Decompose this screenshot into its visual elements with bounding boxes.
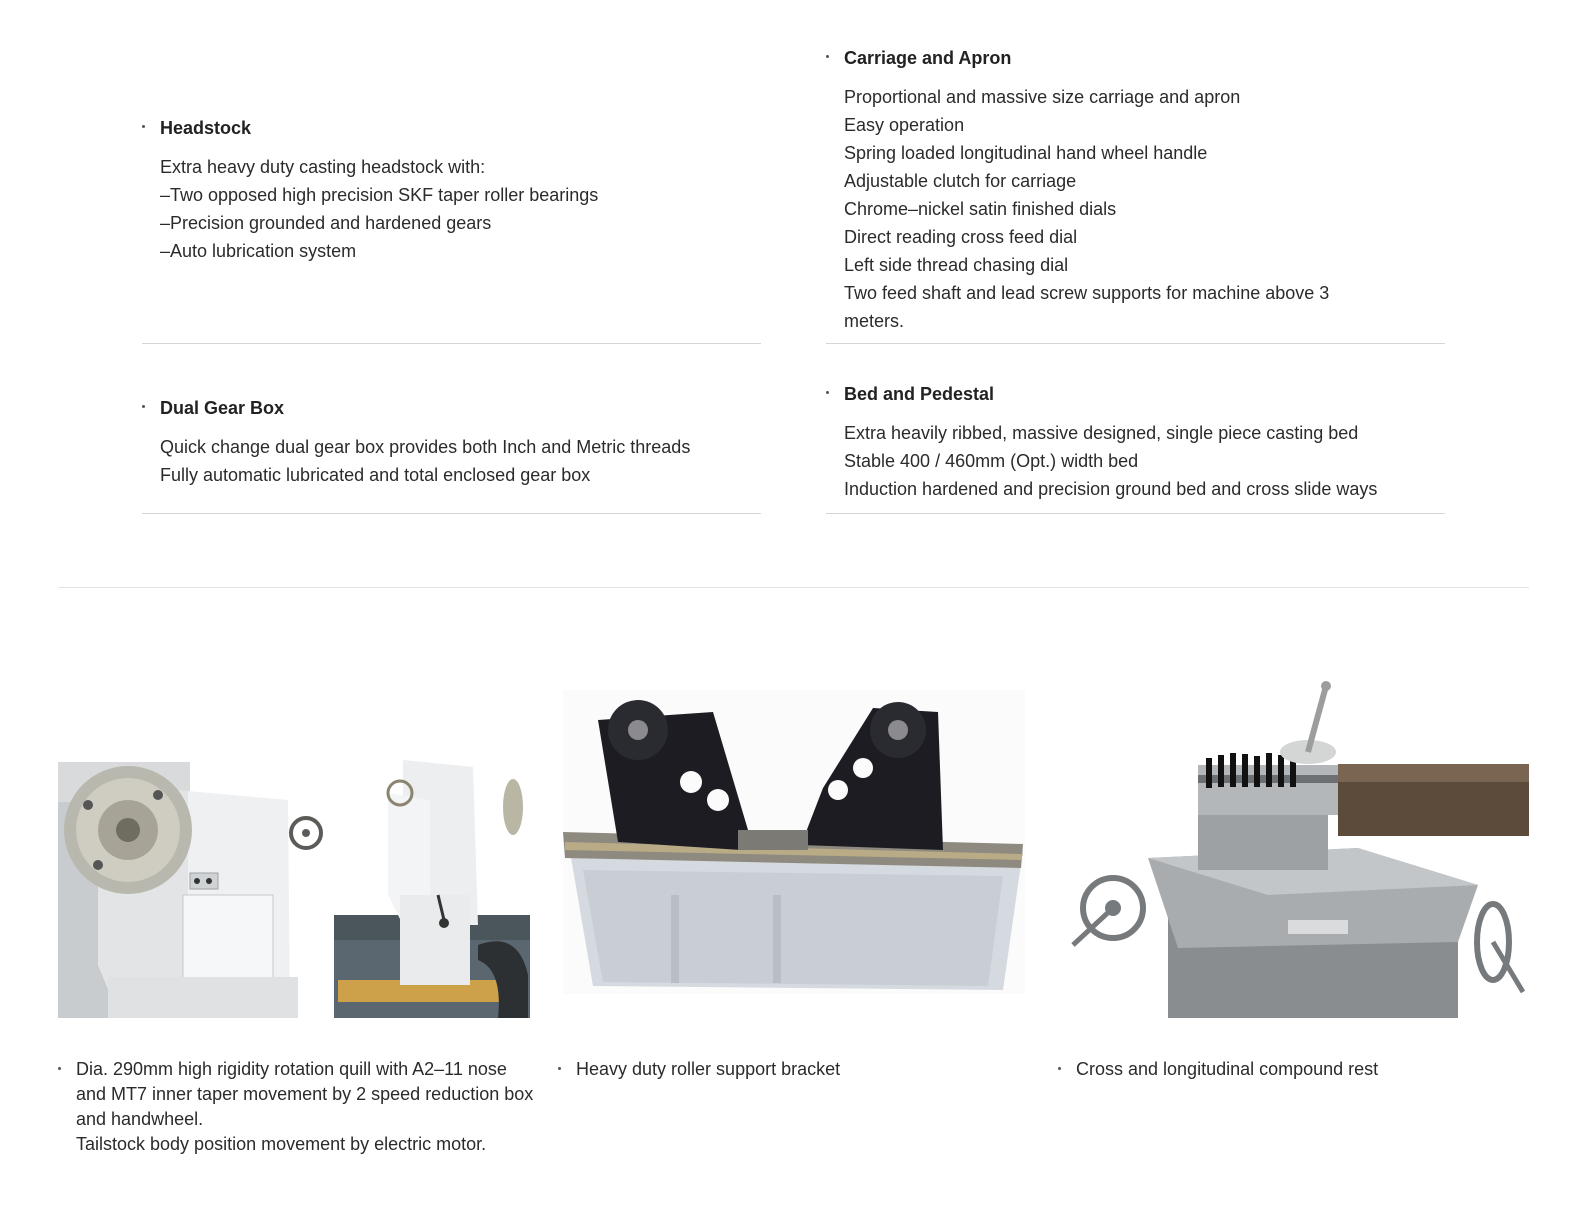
bullet-icon xyxy=(142,405,145,408)
spec-line: Direct reading cross feed dial xyxy=(844,227,1078,247)
spec-line: Proportional and massive size carriage and apron xyxy=(844,87,1241,107)
section-title-carriage: Carriage and Apron xyxy=(844,48,1012,68)
spec-line: Extra heavily ribbed, massive designed, single piece casting bed xyxy=(844,423,1359,443)
spec-line: Stable 400 / 460mm (Opt.) width bed xyxy=(844,451,1139,471)
spec-line: Left side thread chasing dial xyxy=(844,255,1069,275)
section-carriage-apron xyxy=(826,46,1456,335)
spec-line: Chrome–nickel satin finished dials xyxy=(844,199,1117,219)
caption-line: Heavy duty roller support bracket xyxy=(576,1059,841,1079)
section-dual-gear-box xyxy=(142,396,772,489)
divider xyxy=(142,513,761,514)
divider xyxy=(826,513,1445,514)
spec-line: Fully automatic lubricated and total enclosed gear box xyxy=(160,465,591,485)
bullet-icon xyxy=(142,125,145,128)
spec-line: Easy operation xyxy=(844,115,965,135)
section-headstock xyxy=(142,116,772,265)
spec-line: –Precision grounded and hardened gears xyxy=(160,213,492,233)
divider xyxy=(826,343,1445,344)
bullet-icon xyxy=(826,55,829,58)
caption-bracket xyxy=(558,1057,1038,1082)
spec-line: Adjustable clutch for carriage xyxy=(844,171,1077,191)
spec-line: –Auto lubrication system xyxy=(160,241,357,261)
spec-line: Quick change dual gear box provides both Inch and Metric threads xyxy=(160,437,691,457)
caption-line: Cross and longitudinal compound rest xyxy=(1076,1059,1379,1079)
caption-line: Tailstock body position movement by electric motor. xyxy=(76,1134,487,1154)
section-title-headstock: Headstock xyxy=(160,118,252,138)
section-title-gearbox: Dual Gear Box xyxy=(160,398,285,418)
spec-line: Extra heavy duty casting headstock with: xyxy=(160,157,486,177)
caption-tailstock xyxy=(58,1057,538,1157)
spec-line: Spring loaded longitudinal hand wheel handle xyxy=(844,143,1208,163)
bullet-icon xyxy=(1058,1067,1061,1070)
bullet-icon xyxy=(58,1067,61,1070)
divider xyxy=(142,343,761,344)
spec-line: –Two opposed high precision SKF taper roller bearings xyxy=(160,185,599,205)
section-divider xyxy=(58,587,1529,588)
compound-rest-photo xyxy=(1058,680,1529,1018)
bullet-icon xyxy=(826,391,829,394)
spec-line: Induction hardened and precision ground bed and cross slide ways xyxy=(844,479,1378,499)
bullet-icon xyxy=(558,1067,561,1070)
section-bed-pedestal xyxy=(826,382,1456,503)
spec-line: Two feed shaft and lead screw supports for machine above 3 meters. xyxy=(844,283,1330,331)
caption-line: Dia. 290mm high rigidity rotation quill with A2–11 nose and MT7 inner taper movement by 2 speed reduction box and handwheel. xyxy=(76,1059,534,1129)
tailstock-photo xyxy=(58,745,530,1018)
caption-compound xyxy=(1058,1057,1538,1082)
section-title-bed: Bed and Pedestal xyxy=(844,384,995,404)
roller-bracket-photo xyxy=(563,690,1025,994)
